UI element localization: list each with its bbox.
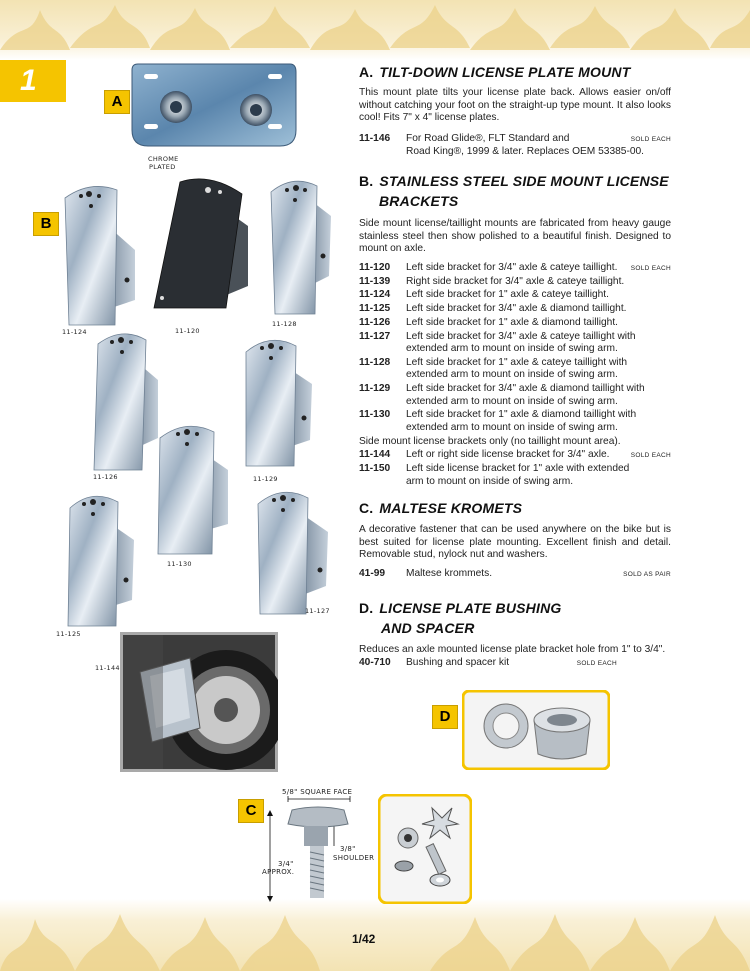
section-c-desc: A decorative fastener that can be used anywhere on the bike but is best suited for license plate mounting. Excellent finish and detail. Removable stud, nylock nut and washers. bbox=[359, 524, 671, 561]
section-d-title-1: LICENSE PLATE BUSHING bbox=[379, 600, 562, 616]
maltese-kromets-photo bbox=[378, 794, 472, 904]
bracket-11-125-photo bbox=[62, 490, 137, 630]
part-number: 11-128 bbox=[359, 356, 391, 368]
part-number: 11-139 bbox=[359, 275, 391, 287]
item-11-120 bbox=[359, 262, 671, 275]
part-desc-1: Left or right side license bracket for 3/4" axle. bbox=[406, 449, 610, 461]
caption-11-125: 11-125 bbox=[56, 630, 81, 638]
part-desc-2: Road King®, 1999 & later. Replaces OEM 53385-00. bbox=[406, 145, 644, 157]
part-number: 11-130 bbox=[359, 409, 391, 421]
label-d: D bbox=[432, 705, 458, 729]
sold-as-pair-note: SOLD AS PAIR bbox=[623, 571, 671, 578]
dim-square-face: 5/8" SQUARE FACE bbox=[282, 788, 353, 796]
item-11-130 bbox=[359, 409, 671, 434]
caption-plated: PLATED bbox=[149, 163, 176, 171]
section-d-letter: D. bbox=[359, 600, 374, 616]
item-11-144 bbox=[359, 449, 671, 462]
flame-pattern-icon bbox=[0, 0, 750, 60]
item-11-146 bbox=[359, 133, 671, 158]
part-desc-2: extended arm to mount on inside of swing arm. bbox=[406, 395, 618, 407]
item-11-129 bbox=[359, 383, 671, 408]
caption-chrome: CHROME bbox=[148, 155, 179, 163]
part-number: 11-120 bbox=[359, 262, 391, 273]
item-11-128 bbox=[359, 357, 671, 382]
section-c-title bbox=[359, 500, 522, 516]
caption-11-129: 11-129 bbox=[253, 475, 278, 483]
part-desc-1: Maltese krommets. bbox=[406, 568, 493, 579]
part-desc-2: extended arm to mount on inside of swing arm. bbox=[406, 343, 618, 355]
part-number: 11-146 bbox=[359, 133, 391, 144]
part-number: 11-126 bbox=[359, 316, 391, 328]
caption-11-120: 11-120 bbox=[175, 327, 200, 335]
bracket-11-120-photo bbox=[150, 176, 250, 316]
part-desc-1: Left side license bracket for 1" axle with extended bbox=[406, 463, 630, 474]
caption-11-128: 11-128 bbox=[272, 320, 297, 328]
part-number: 11-144 bbox=[359, 449, 391, 461]
bracket-11-124-photo bbox=[55, 180, 140, 328]
sold-each-note: SOLD EACH bbox=[630, 452, 671, 460]
item-11-126 bbox=[359, 317, 671, 330]
section-b-title bbox=[359, 173, 669, 189]
item-11-127 bbox=[359, 331, 671, 356]
section-c-letter: C. bbox=[359, 500, 374, 516]
part-desc-1: Right side bracket for 3/4" axle & cateye taillight. bbox=[406, 275, 625, 287]
krommet-diagram bbox=[258, 796, 378, 904]
part-number: 41-99 bbox=[359, 568, 386, 579]
sold-each-note: SOLD EACH bbox=[576, 660, 617, 667]
bracket-11-128-photo bbox=[265, 176, 333, 316]
sold-each-note: SOLD EACH bbox=[630, 136, 671, 143]
caption-11-127: 11-127 bbox=[305, 607, 330, 615]
item-40-710 bbox=[359, 657, 617, 670]
label-a: A bbox=[104, 90, 130, 114]
caption-11-124: 11-124 bbox=[62, 328, 87, 336]
sold-each-note: SOLD EACH bbox=[630, 265, 671, 272]
part-number: 11-125 bbox=[359, 303, 391, 315]
part-desc-2: extended arm to mount on inside of swing arm. bbox=[406, 369, 618, 381]
item-41-99 bbox=[359, 568, 671, 581]
section-d-title-2: AND SPACER bbox=[381, 620, 475, 636]
section-b-title-2: BRACKETS bbox=[379, 193, 459, 209]
part-desc-1: Bushing and spacer kit bbox=[406, 657, 510, 668]
item-11-139 bbox=[359, 276, 671, 289]
caption-11-144: 11-144 bbox=[95, 664, 120, 672]
part-desc-1: Left side bracket for 1" axle & diamond taillight. bbox=[406, 316, 619, 328]
section-b-letter: B. bbox=[359, 173, 374, 189]
page-number: 1/42 bbox=[352, 932, 376, 946]
part-desc-1: Left side bracket for 3/4" axle & cateye taillight with bbox=[406, 330, 636, 342]
caption-11-130: 11-130 bbox=[167, 560, 192, 568]
section-a-letter: A. bbox=[359, 64, 374, 80]
bushing-spacer-photo bbox=[462, 690, 610, 770]
dim-shoulder-1: 3/8" bbox=[340, 845, 356, 853]
section-b-desc: Side mount license/taillight mounts are fabricated from heavy gauge stainless steel then show polished to a beautiful finish. Designed to mount on axle. bbox=[359, 218, 671, 255]
part-desc-1: Left side bracket for 3/4" axle & diamond taillight with bbox=[406, 383, 645, 395]
caption-11-126: 11-126 bbox=[93, 473, 118, 481]
part-desc-1: Left side bracket for 3/4" axle & cateye taillight. bbox=[406, 262, 618, 273]
part-desc-1: Left side bracket for 1" axle & cateye taillight with bbox=[406, 356, 628, 368]
bracket-11-127-photo bbox=[252, 486, 332, 616]
part-number: 11-129 bbox=[359, 383, 391, 395]
section-b-subnote: Side mount license brackets only (no taillight mount area). bbox=[359, 435, 621, 447]
part-desc-2: arm to mount on inside of swing arm. bbox=[406, 475, 574, 487]
part-number: 11-124 bbox=[359, 289, 391, 301]
bracket-11-129-photo bbox=[240, 334, 315, 472]
item-11-124 bbox=[359, 289, 671, 302]
item-11-150 bbox=[359, 463, 671, 488]
part-desc-2: extended arm to mount on inside of swing arm. bbox=[406, 421, 618, 433]
section-a-title-text: TILT-DOWN LICENSE PLATE MOUNT bbox=[379, 64, 631, 80]
part-desc-1: For Road Glide®, FLT Standard and bbox=[406, 133, 570, 144]
item-11-125 bbox=[359, 303, 671, 316]
part-desc-1: Left side bracket for 1" axle & cateye taillight. bbox=[406, 289, 609, 301]
part-desc-1: Left side bracket for 1" axle & diamond taillight with bbox=[406, 409, 637, 421]
section-tab: 1 bbox=[0, 60, 66, 102]
part-number: 11-127 bbox=[359, 330, 391, 342]
section-b-title-1: STAINLESS STEEL SIDE MOUNT LICENSE bbox=[379, 173, 669, 189]
tilt-down-mount-photo bbox=[130, 60, 298, 150]
dim-approx-1: 3/4" bbox=[278, 860, 294, 868]
dim-shoulder-2: SHOULDER bbox=[333, 854, 375, 862]
dim-approx-2: APPROX. bbox=[262, 868, 295, 876]
part-number: 40-710 bbox=[359, 657, 391, 668]
part-desc-1: Left side bracket for 3/4" axle & diamond taillight. bbox=[406, 303, 627, 315]
section-d-title bbox=[359, 600, 561, 616]
section-c-title-text: MALTESE KROMETS bbox=[379, 500, 523, 516]
bracket-11-130-photo bbox=[152, 420, 232, 558]
bracket-11-126-photo bbox=[88, 328, 160, 473]
part-number: 11-150 bbox=[359, 463, 391, 474]
top-flame-band bbox=[0, 0, 750, 60]
label-c: C bbox=[238, 799, 264, 823]
bracket-11-144-installed-photo bbox=[120, 632, 278, 772]
section-a-title bbox=[359, 64, 630, 80]
section-d-desc: Reduces an axle mounted license plate bracket hole from 1" to 3/4". bbox=[359, 644, 666, 655]
section-a-desc: This mount plate tilts your license plate back. Allows easier on/off without catching your foot on the straight-up type mount. It also looks cool! Fits 7" x 4" license plates. bbox=[359, 87, 671, 124]
label-b: B bbox=[33, 212, 59, 236]
